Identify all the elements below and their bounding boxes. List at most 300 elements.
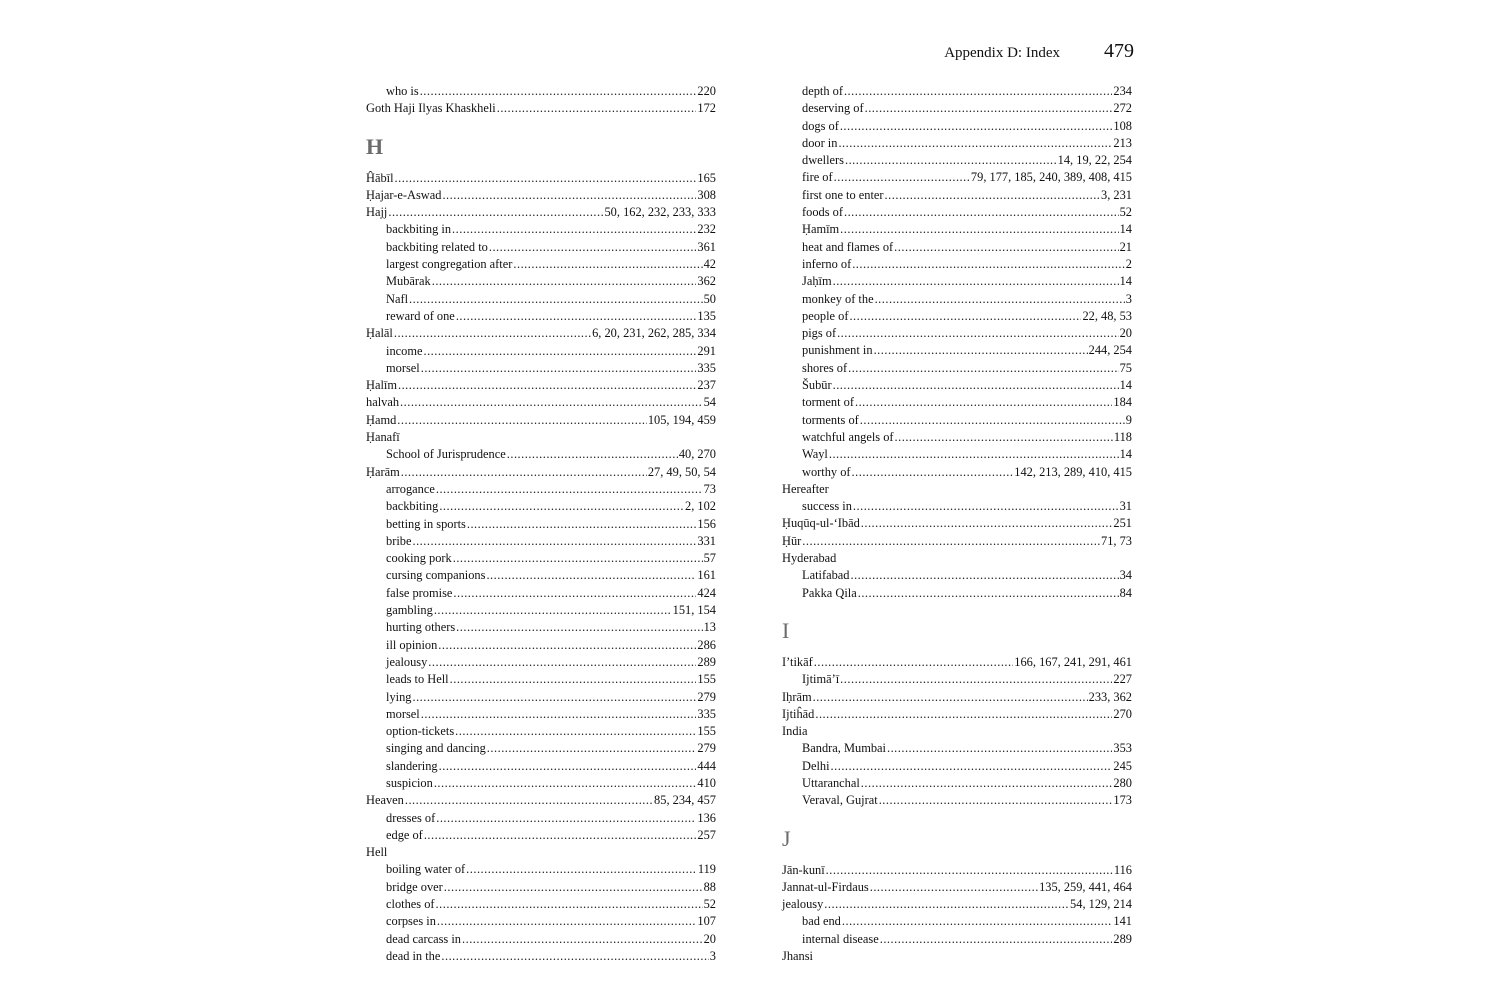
index-term: dwellers bbox=[802, 153, 844, 168]
page-references: 410 bbox=[697, 775, 716, 790]
index-term: Ḥajar-e-Aswad bbox=[366, 187, 442, 202]
running-head bbox=[780, 40, 1134, 64]
dot-leader bbox=[436, 896, 703, 913]
dot-leader bbox=[860, 412, 1125, 429]
dot-leader bbox=[462, 931, 703, 948]
page-references: 142, 213, 289, 410, 415 bbox=[1014, 464, 1132, 479]
index-term: Heaven bbox=[366, 793, 404, 808]
index-term: morsel bbox=[386, 360, 420, 375]
page-references: 161 bbox=[697, 568, 716, 583]
index-subentry bbox=[782, 256, 1132, 273]
index-term: Nafl bbox=[386, 291, 409, 306]
page-references: 14 bbox=[1119, 447, 1132, 462]
index-subentry bbox=[782, 758, 1132, 775]
index-subentry bbox=[782, 377, 1132, 394]
page-references: 107 bbox=[697, 914, 716, 929]
index-term: Jhansi bbox=[782, 949, 813, 964]
index-entry bbox=[366, 187, 716, 204]
index-subentry bbox=[366, 533, 716, 550]
page-references: 353 bbox=[1113, 741, 1132, 756]
dot-leader bbox=[815, 706, 1112, 723]
index-subentry bbox=[782, 567, 1132, 584]
dot-leader bbox=[814, 654, 1014, 671]
dot-leader bbox=[486, 567, 696, 584]
page-references: 105, 194, 459 bbox=[647, 412, 716, 427]
page-references: 14 bbox=[1119, 378, 1132, 393]
page-references: 14 bbox=[1119, 274, 1132, 289]
index-subentry bbox=[782, 135, 1132, 152]
index-term: dresses of bbox=[386, 810, 436, 825]
index-term: halvah bbox=[366, 395, 400, 410]
index-term: dead carcass in bbox=[386, 931, 461, 946]
dot-leader bbox=[441, 948, 708, 965]
index-entry bbox=[366, 412, 716, 429]
index-subentry bbox=[366, 740, 716, 757]
page-references: 424 bbox=[697, 585, 716, 600]
page-references: 444 bbox=[697, 758, 716, 773]
index-subentry bbox=[366, 567, 716, 584]
page-references: 14, 19, 22, 254 bbox=[1057, 153, 1132, 168]
index-entry bbox=[782, 706, 1132, 723]
index-subentry bbox=[366, 308, 716, 325]
page-references: 291 bbox=[697, 343, 716, 358]
page-references: 42 bbox=[703, 257, 716, 272]
dot-leader bbox=[861, 775, 1113, 792]
dot-leader bbox=[844, 83, 1112, 100]
index-subentry bbox=[366, 913, 716, 930]
dot-leader bbox=[850, 567, 1118, 584]
dot-leader bbox=[826, 862, 1113, 879]
index-term: cursing companions bbox=[386, 568, 486, 583]
page-references: 155 bbox=[697, 672, 716, 687]
dot-leader bbox=[849, 308, 1081, 325]
page-references: 119 bbox=[697, 862, 716, 877]
index-term: Ḥalāl bbox=[366, 326, 393, 341]
dot-leader bbox=[875, 291, 1125, 308]
index-entry bbox=[782, 862, 1132, 879]
index-subentry bbox=[366, 585, 716, 602]
dot-leader bbox=[436, 481, 703, 498]
index-term: singing and dancing bbox=[386, 741, 486, 756]
index-term: internal disease bbox=[802, 931, 879, 946]
index-subentry bbox=[782, 204, 1132, 221]
dot-leader bbox=[420, 83, 697, 100]
index-term: Latifabad bbox=[802, 568, 850, 583]
index-entry bbox=[366, 394, 716, 411]
index-subentry bbox=[366, 931, 716, 948]
page-references: 361 bbox=[697, 239, 716, 254]
dot-leader bbox=[513, 256, 702, 273]
page-references: 3 bbox=[709, 948, 716, 963]
index-subentry bbox=[782, 291, 1132, 308]
page-references: 289 bbox=[697, 654, 716, 669]
section-letter-heading: I bbox=[782, 617, 790, 643]
page-references: 71, 73 bbox=[1101, 533, 1132, 548]
dot-leader bbox=[421, 706, 697, 723]
page-references: 270 bbox=[1113, 706, 1132, 721]
page-references: 213 bbox=[1113, 135, 1132, 150]
index-term: lying bbox=[386, 689, 412, 704]
dot-leader bbox=[879, 792, 1113, 809]
dot-leader bbox=[894, 239, 1118, 256]
index-term: foods of bbox=[802, 205, 843, 220]
dot-leader bbox=[466, 861, 697, 878]
index-term: shores of bbox=[802, 360, 848, 375]
page-references: 75 bbox=[1119, 360, 1132, 375]
page-references: 289 bbox=[1113, 931, 1132, 946]
index-term: backbiting bbox=[386, 499, 439, 514]
index-term: Ḥamīm bbox=[802, 222, 840, 237]
index-subentry bbox=[782, 308, 1132, 325]
dot-leader bbox=[861, 515, 1113, 532]
index-term: torment of bbox=[802, 395, 854, 410]
dot-leader bbox=[852, 464, 1014, 481]
index-term: Delhi bbox=[802, 758, 830, 773]
index-subentry bbox=[366, 516, 716, 533]
dot-leader bbox=[840, 671, 1112, 688]
index-term: Ḥarām bbox=[366, 464, 400, 479]
index-term: bribe bbox=[386, 533, 412, 548]
index-subentry bbox=[366, 775, 716, 792]
index-term: Jaḥīm bbox=[802, 274, 832, 289]
index-subentry bbox=[366, 758, 716, 775]
dot-leader bbox=[421, 360, 697, 377]
index-subentry bbox=[782, 446, 1132, 463]
index-term: jealousy bbox=[386, 654, 428, 669]
page-number: 479 bbox=[1104, 40, 1134, 62]
index-subentry bbox=[366, 879, 716, 896]
index-subentry bbox=[782, 671, 1132, 688]
index-term: monkey of the bbox=[802, 291, 874, 306]
index-term: Ḥalīm bbox=[366, 378, 397, 393]
page-references: 54 bbox=[703, 395, 716, 410]
index-term: punishment in bbox=[802, 343, 873, 358]
dot-leader bbox=[450, 671, 697, 688]
dot-leader bbox=[455, 723, 696, 740]
page-references: 156 bbox=[697, 516, 716, 531]
page-references: 155 bbox=[697, 724, 716, 739]
section-letter-heading: J bbox=[782, 825, 791, 851]
index-subentry bbox=[366, 256, 716, 273]
index-term: corpses in bbox=[386, 914, 436, 929]
index-term: leads to Hell bbox=[386, 672, 449, 687]
index-subentry bbox=[782, 775, 1132, 792]
page-references: 31 bbox=[1119, 499, 1132, 514]
dot-leader bbox=[887, 740, 1112, 757]
index-term: I’tikāf bbox=[782, 654, 813, 669]
index-subentry bbox=[782, 429, 1132, 446]
index-subentry bbox=[782, 412, 1132, 429]
dot-leader bbox=[444, 879, 703, 896]
page-references: 50, 162, 232, 233, 333 bbox=[604, 205, 716, 220]
index-entry bbox=[782, 515, 1132, 532]
dot-leader bbox=[405, 792, 653, 809]
index-term: who is bbox=[386, 84, 419, 98]
dot-leader bbox=[452, 221, 696, 238]
index-term: School of Jurisprudence bbox=[386, 447, 506, 462]
index-term: Iḥrām bbox=[782, 689, 812, 704]
index-subentry bbox=[782, 342, 1132, 359]
index-subentry bbox=[782, 585, 1132, 602]
page-references: 279 bbox=[697, 689, 716, 704]
page-references: 308 bbox=[697, 187, 716, 202]
index-subentry bbox=[782, 740, 1132, 757]
index-term: Ijtiĥād bbox=[782, 706, 815, 721]
dot-leader bbox=[428, 654, 696, 671]
index-entry bbox=[782, 896, 1132, 913]
index-entry bbox=[366, 844, 716, 861]
dot-leader bbox=[397, 412, 647, 429]
dot-leader bbox=[852, 256, 1125, 273]
index-subentry bbox=[782, 273, 1132, 290]
page-references: 245 bbox=[1113, 758, 1132, 773]
index-term: Šubūr bbox=[802, 378, 832, 393]
index-subentry bbox=[782, 187, 1132, 204]
page-references: 20 bbox=[703, 931, 716, 946]
index-subentry bbox=[782, 152, 1132, 169]
index-entry bbox=[782, 481, 1132, 498]
page-references: 14 bbox=[1119, 222, 1132, 237]
page-references: 151, 154 bbox=[672, 603, 716, 618]
index-column-right bbox=[782, 83, 1132, 965]
dot-leader bbox=[833, 377, 1119, 394]
dot-leader bbox=[401, 464, 647, 481]
page-references: 141 bbox=[1113, 914, 1132, 929]
dot-leader bbox=[813, 689, 1088, 706]
index-term: Hereafter bbox=[782, 481, 829, 496]
dot-leader bbox=[895, 429, 1113, 446]
page-references: 280 bbox=[1113, 775, 1132, 790]
page-references: 13 bbox=[703, 620, 716, 635]
index-subentry bbox=[366, 810, 716, 827]
page-references: 227 bbox=[1113, 672, 1132, 687]
index-term: door in bbox=[802, 135, 838, 150]
index-term: Jannat-ul-Firdaus bbox=[782, 879, 869, 894]
index-term: inferno of bbox=[802, 256, 852, 271]
index-term: backbiting in bbox=[386, 222, 452, 237]
dot-leader bbox=[432, 273, 697, 290]
page-references: 232 bbox=[697, 222, 716, 237]
dot-leader bbox=[395, 170, 697, 187]
dot-leader bbox=[423, 343, 696, 360]
page-references: 79, 177, 185, 240, 389, 408, 415 bbox=[970, 170, 1132, 185]
dot-leader bbox=[858, 585, 1119, 602]
dot-leader bbox=[467, 516, 697, 533]
index-subentry bbox=[782, 83, 1132, 100]
page-references: 165 bbox=[697, 170, 716, 185]
index-term: slandering bbox=[386, 758, 438, 773]
page-references: 237 bbox=[697, 378, 716, 393]
index-term: India bbox=[782, 724, 808, 739]
dot-leader bbox=[398, 377, 696, 394]
index-subentry bbox=[366, 291, 716, 308]
dot-leader bbox=[453, 550, 703, 567]
index-entry bbox=[366, 325, 716, 342]
index-term: morsel bbox=[386, 706, 420, 721]
index-subentry bbox=[782, 913, 1132, 930]
index-entry bbox=[782, 533, 1132, 550]
index-term: ill opinion bbox=[386, 637, 438, 652]
index-subentry bbox=[782, 221, 1132, 238]
index-term: backbiting related to bbox=[386, 239, 488, 254]
page-references: 173 bbox=[1113, 793, 1132, 808]
page-references: 172 bbox=[697, 101, 716, 116]
index-term: dogs of bbox=[802, 118, 839, 133]
index-entry bbox=[782, 948, 1132, 965]
index-term: Ḥuqūq-ul-‘Ibād bbox=[782, 516, 860, 531]
index-subentry bbox=[366, 343, 716, 360]
index-entry bbox=[366, 100, 716, 117]
index-subentry bbox=[366, 360, 716, 377]
index-subentry bbox=[366, 83, 716, 100]
index-term: false promise bbox=[386, 585, 453, 600]
dot-leader bbox=[840, 221, 1118, 238]
dot-leader bbox=[424, 827, 697, 844]
dot-leader bbox=[833, 273, 1119, 290]
index-entry bbox=[366, 792, 716, 809]
page-references: 3, 231 bbox=[1101, 187, 1132, 202]
index-subentry bbox=[366, 602, 716, 619]
index-subentry bbox=[366, 827, 716, 844]
dot-leader bbox=[880, 931, 1113, 948]
index-subentry bbox=[366, 654, 716, 671]
index-term: Pakka Qila bbox=[802, 585, 857, 600]
page-references: 335 bbox=[697, 360, 716, 375]
index-subentry bbox=[782, 239, 1132, 256]
index-entry bbox=[366, 204, 716, 221]
index-subentry bbox=[366, 550, 716, 567]
page-references: 54, 129, 214 bbox=[1070, 897, 1132, 912]
page-references: 279 bbox=[697, 741, 716, 756]
index-subentry bbox=[366, 637, 716, 654]
page-references: 27, 49, 50, 54 bbox=[647, 464, 716, 479]
index-subentry bbox=[366, 619, 716, 636]
index-subentry bbox=[366, 948, 716, 965]
dot-leader bbox=[885, 187, 1100, 204]
dot-leader bbox=[844, 204, 1119, 221]
dot-leader bbox=[831, 758, 1113, 775]
page-references: 73 bbox=[703, 481, 716, 496]
dot-leader bbox=[487, 740, 697, 757]
index-entry bbox=[366, 464, 716, 481]
index-subentry bbox=[782, 360, 1132, 377]
dot-leader bbox=[489, 239, 697, 256]
index-term: hurting others bbox=[386, 620, 456, 635]
index-subentry bbox=[782, 100, 1132, 117]
page-references: 20 bbox=[1119, 326, 1132, 341]
index-term: torments of bbox=[802, 412, 859, 427]
page-references: 251 bbox=[1113, 516, 1132, 531]
index-term: Uttaranchal bbox=[802, 775, 860, 790]
index-term: bridge over bbox=[386, 879, 443, 894]
running-title: Appendix D: Index bbox=[944, 45, 1060, 61]
dot-leader bbox=[497, 100, 697, 117]
dot-leader bbox=[802, 533, 1100, 550]
index-subentry bbox=[782, 118, 1132, 135]
dot-leader bbox=[453, 585, 696, 602]
index-subentry bbox=[366, 861, 716, 878]
index-term: Ḥamd bbox=[366, 412, 397, 427]
page-references: 362 bbox=[697, 274, 716, 289]
dot-leader bbox=[838, 135, 1112, 152]
page-references: 85, 234, 457 bbox=[654, 793, 716, 808]
dot-leader bbox=[409, 291, 703, 308]
dot-leader bbox=[865, 100, 1113, 117]
page-references: 135 bbox=[697, 308, 716, 323]
index-entry bbox=[366, 429, 716, 446]
index-term: Bandra, Mumbai bbox=[802, 741, 886, 756]
dot-leader bbox=[434, 602, 672, 619]
index-term: Hyderabad bbox=[782, 551, 837, 566]
index-term: reward of one bbox=[386, 308, 455, 323]
page-references: 52 bbox=[1119, 205, 1132, 220]
page-references: 220 bbox=[697, 84, 716, 98]
page-references: 108 bbox=[1113, 118, 1132, 133]
index-term: Mubārak bbox=[386, 274, 431, 289]
dot-leader bbox=[442, 187, 696, 204]
index-subentry bbox=[366, 239, 716, 256]
dot-leader bbox=[507, 446, 678, 463]
index-term: pigs of bbox=[802, 326, 837, 341]
page-references: 233, 362 bbox=[1088, 689, 1132, 704]
dot-leader bbox=[400, 394, 703, 411]
index-term: Ḥūr bbox=[782, 533, 802, 548]
page-references: 57 bbox=[703, 551, 716, 566]
index-term: fire of bbox=[802, 170, 833, 185]
page-references: 22, 48, 53 bbox=[1082, 308, 1132, 323]
page-references: 84 bbox=[1119, 585, 1132, 600]
index-term: largest congregation after bbox=[386, 257, 513, 272]
dot-leader bbox=[855, 394, 1112, 411]
index-term: arrogance bbox=[386, 481, 435, 496]
index-term: Hell bbox=[366, 845, 388, 860]
index-subentry bbox=[782, 931, 1132, 948]
index-subentry bbox=[366, 221, 716, 238]
index-term: cooking pork bbox=[386, 551, 452, 566]
page-references: 50 bbox=[703, 291, 716, 306]
index-term: boiling water of bbox=[386, 862, 466, 877]
dot-leader bbox=[439, 758, 697, 775]
section-letter-heading: H bbox=[366, 133, 384, 159]
dot-leader bbox=[870, 879, 1038, 896]
index-term: income bbox=[386, 343, 423, 358]
page-references: 286 bbox=[697, 637, 716, 652]
dot-leader bbox=[824, 896, 1069, 913]
dot-leader bbox=[834, 169, 970, 186]
page-references: 135, 259, 441, 464 bbox=[1039, 879, 1132, 894]
index-subentry bbox=[366, 498, 716, 515]
index-subentry bbox=[366, 671, 716, 688]
index-subentry bbox=[782, 394, 1132, 411]
page-references: 335 bbox=[697, 706, 716, 721]
page-references: 40, 270 bbox=[678, 447, 716, 462]
index-term: betting in sports bbox=[386, 516, 466, 531]
dot-leader bbox=[436, 810, 696, 827]
page-references: 118 bbox=[1113, 429, 1132, 444]
index-subentry bbox=[366, 446, 716, 463]
page-references: 272 bbox=[1113, 101, 1132, 116]
index-term: Ijtimā’ī bbox=[802, 672, 840, 687]
index-subentry bbox=[366, 481, 716, 498]
dot-leader bbox=[412, 533, 696, 550]
index-term: success in bbox=[802, 499, 852, 514]
index-term: option-tickets bbox=[386, 724, 455, 739]
dot-leader bbox=[456, 619, 702, 636]
dot-leader bbox=[394, 325, 591, 342]
index-term: Veraval, Gujrat bbox=[802, 793, 878, 808]
index-term: Wayl bbox=[802, 447, 828, 462]
page-references: 331 bbox=[697, 533, 716, 548]
